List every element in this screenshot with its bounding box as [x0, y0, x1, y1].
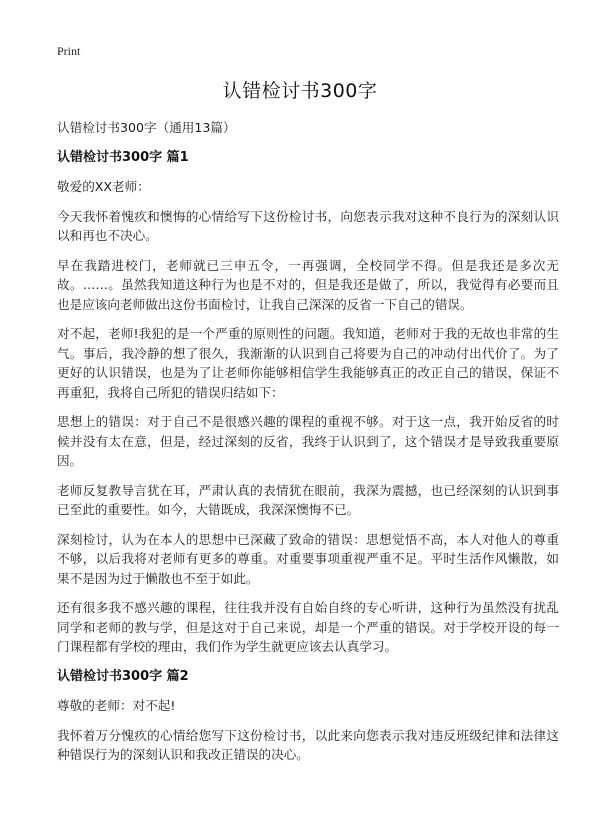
paragraph: 深刻检讨，认为在本人的思想中已深藏了致命的错误：思想觉悟不高，本人对他人的尊重不够，以后我将对老师有更多的尊重。对重要事项重视严重不足。平时生活作风懒散，如果不是因为过于懒散也不至于如此。 — [57, 531, 559, 586]
paragraph: 思想上的错误：对于自己不是很感兴趣的课程的重视不够。对于这一点，我开始反省的时候并没有太在意，但是，经过深刻的反省，我终于认识到了，这个错误才是导致我重要原因。 — [57, 414, 559, 468]
section-heading-1: 认错检讨书300字 篇1 — [57, 149, 189, 165]
document-subtitle: 认错检讨书300字（通用13篇） — [57, 120, 236, 135]
document-title: 认错检讨书300字 — [222, 80, 378, 102]
section-heading-2: 认错检讨书300字 篇2 — [57, 668, 189, 684]
print-link[interactable]: Print — [57, 44, 81, 58]
document-body — [57, 118, 559, 775]
paragraph: 今天我怀着愧疚和懊悔的心情给写下这份检讨书，向您表示我对这种不良行为的深刻认识以和再也不决心。 — [57, 208, 559, 243]
paragraph: 老师反复教导言犹在耳，严肃认真的表情犹在眼前，我深为震撼，也已经深刻的认识到事已至此的重要性。如今，大错既成，我深深懊悔不已。 — [57, 482, 559, 517]
salutation: 尊敬的老师：对不起! — [57, 698, 176, 713]
paragraph: 早在我踏进校门，老师就已三申五令，一再强调，全校同学不得。但是我还是多次无故。……。虽然我知道这种行为也是不对的，但是我还是做了，所以，我觉得有必要而且也是应该向老师做出这份书面检讨，让我自己深深的反省一下自己的错误。 — [57, 257, 559, 312]
paragraph: 还有很多我不感兴趣的课程，往往我并没有自始自终的专心听讲，这种行为虽然没有扰乱同学和老师的教与学，但是这对于自己来说，却是一个严重的错误。对于学校开设的每一门课程都有学校的理由，我们作为学生就更应该去认真学习。 — [57, 600, 559, 654]
paragraph: 对不起，老师!我犯的是一个严重的原则性的问题。我知道，老师对于我的无故也非常的生气。事后，我冷静的想了很久，我渐渐的认识到自己将要为自己的冲动付出代价了。为了更好的认识错误，也是为了让老师你能够相信学生我能够真正的改正自己的错误，保证不再重犯，我将自己所犯的错误归结如下： — [57, 326, 559, 400]
paragraph: 我怀着万分愧疚的心情给您写下这份检讨书，以此来向您表示我对违反班级纪律和法律这种错误行为的深刻认识和我改正错误的决心。 — [57, 727, 559, 762]
salutation: 敬爱的XX老师： — [57, 179, 150, 194]
